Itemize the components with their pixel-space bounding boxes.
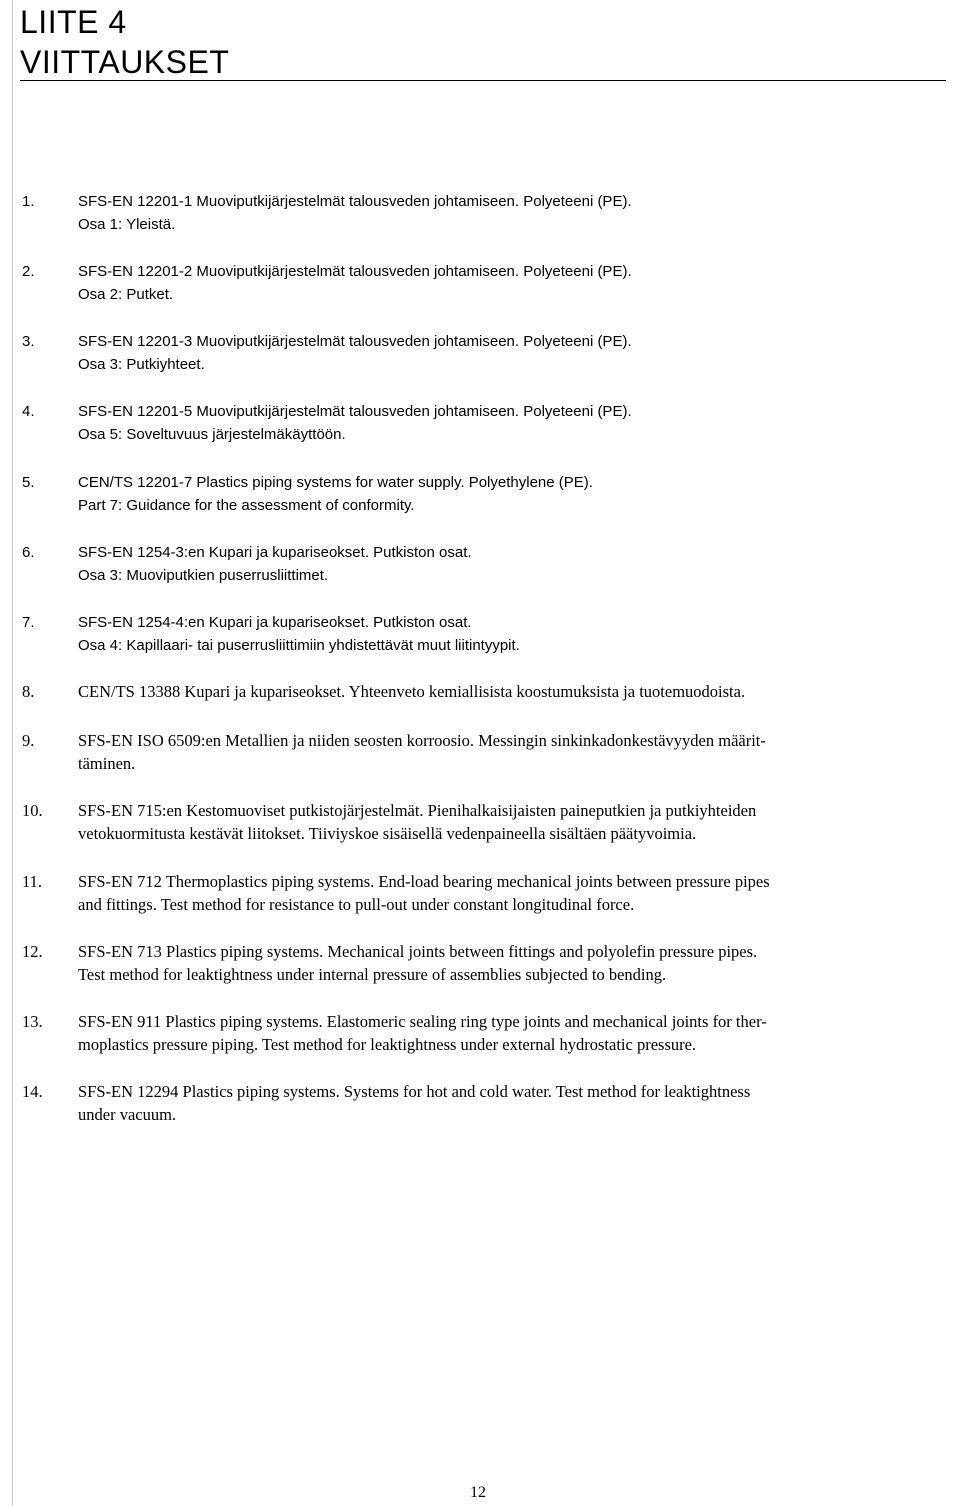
reference-line: SFS-EN ISO 6509:en Metallien ja niiden seosten korroosio. Messingin sinkinkadonkestävyyden määrit- bbox=[78, 731, 766, 750]
reference-line: Osa 3: Muoviputkien puserrusliittimet. bbox=[78, 567, 329, 584]
reference-text bbox=[78, 1010, 940, 1056]
reference-number: 4. bbox=[22, 403, 35, 420]
reference-line: Test method for leaktightness under internal pressure of assemblies subjected to bending. bbox=[78, 965, 667, 984]
reference-text bbox=[78, 799, 940, 845]
reference-number: 9. bbox=[22, 731, 35, 750]
reference-line: and fittings. Test method for resistance to pull-out under constant longitudinal force. bbox=[78, 895, 635, 914]
reference-text bbox=[78, 471, 940, 517]
reference-line: Osa 1: Yleistä. bbox=[78, 216, 176, 233]
reference-number: 6. bbox=[22, 544, 35, 561]
reference-number: 5. bbox=[22, 474, 35, 491]
reference-line: SFS-EN 12294 Plastics piping systems. Systems for hot and cold water. Test method for leaktightness bbox=[78, 1082, 751, 1101]
reference-line: SFS-EN 12201-3 Muoviputkijärjestelmät talousveden johtamiseen. Polyeteeni (PE). bbox=[78, 333, 632, 350]
reference-line: SFS-EN 713 Plastics piping systems. Mechanical joints between fittings and polyolefin pressure pipes. bbox=[78, 942, 758, 961]
appendix-header bbox=[20, 4, 946, 81]
reference-line: SFS-EN 1254-3:en Kupari ja kupariseokset. Putkiston osat. bbox=[78, 544, 472, 561]
reference-text bbox=[78, 260, 940, 306]
reference-line: SFS-EN 911 Plastics piping systems. Elastomeric sealing ring type joints and mechanical joints for ther- bbox=[78, 1012, 767, 1031]
reference-number: 1. bbox=[22, 193, 35, 210]
reference-line: moplastics pressure piping. Test method for leaktightness under external hydrostatic pressure. bbox=[78, 1035, 697, 1054]
page-number: 12 bbox=[470, 1484, 486, 1501]
reference-line: SFS-EN 12201-5 Muoviputkijärjestelmät talousveden johtamiseen. Polyeteeni (PE). bbox=[78, 403, 632, 420]
reference-line: täminen. bbox=[78, 754, 136, 773]
reference-text bbox=[78, 190, 940, 236]
reference-line: Part 7: Guidance for the assessment of conformity. bbox=[78, 497, 415, 514]
reference-number: 13. bbox=[22, 1012, 43, 1031]
reference-line: SFS-EN 712 Thermoplastics piping systems. End-load bearing mechanical joints between pressure pipes bbox=[78, 872, 770, 891]
reference-line: SFS-EN 12201-2 Muoviputkijärjestelmät talousveden johtamiseen. Polyeteeni (PE). bbox=[78, 263, 632, 280]
reference-number: 7. bbox=[22, 614, 35, 631]
reference-line: SFS-EN 715:en Kestomuoviset putkistojärjestelmät. Pienihalkaisijaisten paineputkien ja putkiyhteiden bbox=[78, 801, 757, 820]
reference-line: SFS-EN 1254-4:en Kupari ja kupariseokset. Putkiston osat. bbox=[78, 614, 472, 631]
reference-line: Osa 2: Putket. bbox=[78, 286, 174, 303]
reference-text bbox=[78, 870, 940, 916]
reference-number: 8. bbox=[22, 682, 35, 701]
reference-line: CEN/TS 12201-7 Plastics piping systems for water supply. Polyethylene (PE). bbox=[78, 474, 593, 491]
page-margin-line bbox=[12, 0, 13, 1506]
section-title: VIITTAUKSET bbox=[20, 44, 230, 80]
reference-text bbox=[78, 400, 940, 446]
reference-line: under vacuum. bbox=[78, 1105, 177, 1124]
reference-number: 2. bbox=[22, 263, 35, 280]
reference-number: 14. bbox=[22, 1082, 43, 1101]
reference-text bbox=[78, 541, 940, 587]
reference-number: 3. bbox=[22, 333, 35, 350]
reference-text bbox=[78, 1080, 940, 1126]
reference-text bbox=[78, 729, 940, 775]
reference-text bbox=[78, 330, 940, 376]
reference-number: 12. bbox=[22, 942, 43, 961]
reference-line: SFS-EN 12201-1 Muoviputkijärjestelmät talousveden johtamiseen. Polyeteeni (PE). bbox=[78, 193, 632, 210]
reference-text bbox=[78, 611, 940, 657]
reference-text bbox=[78, 680, 940, 703]
reference-line: Osa 3: Putkiyhteet. bbox=[78, 356, 205, 373]
reference-line: Osa 4: Kapillaari- tai puserrusliittimiin yhdistettävät muut liitintyypit. bbox=[78, 637, 520, 654]
reference-text bbox=[78, 940, 940, 986]
appendix-title: LIITE 4 bbox=[20, 4, 127, 40]
reference-number: 10. bbox=[22, 801, 43, 820]
reference-line: vetokuormitusta kestävät liitokset. Tiiviyskoe sisäisellä vedenpaineella sisältäen päätyvoimia. bbox=[78, 824, 697, 843]
reference-line: CEN/TS 13388 Kupari ja kupariseokset. Yhteenveto kemiallisista koostumuksista ja tuotemuodoista. bbox=[78, 682, 746, 701]
reference-number: 11. bbox=[22, 872, 43, 891]
reference-line: Osa 5: Soveltuvuus järjestelmäkäyttöön. bbox=[78, 426, 346, 443]
